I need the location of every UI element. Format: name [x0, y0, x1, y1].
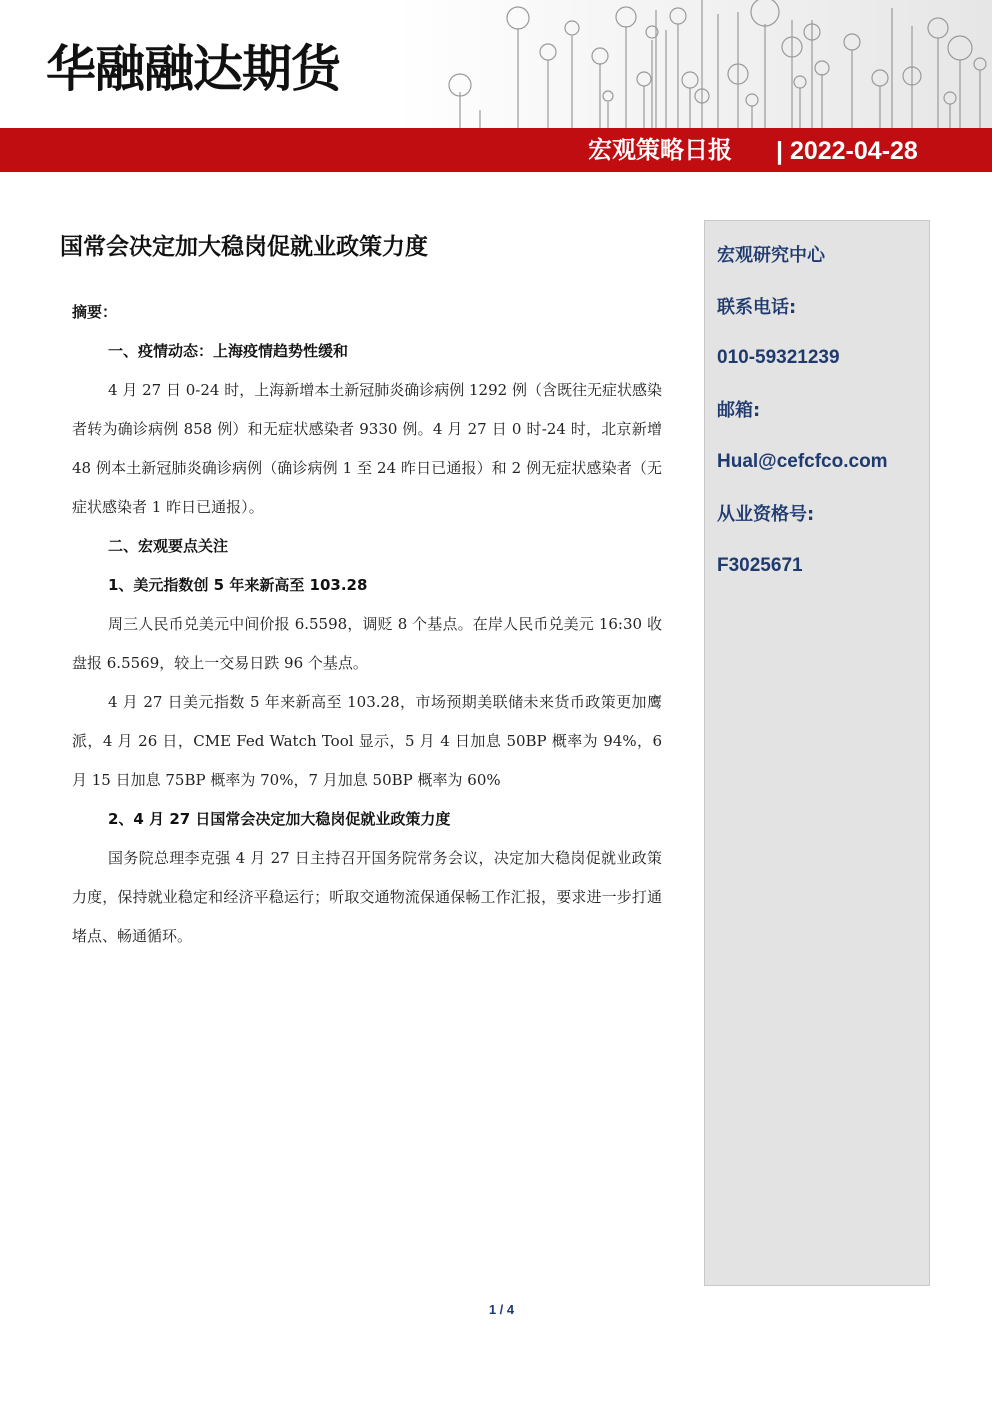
subsection-heading: 2、4 月 27 日国常会决定加大稳岗促就业政策力度	[108, 810, 451, 828]
section-heading: 二、宏观要点关注	[108, 537, 229, 555]
email-address[interactable]: Hual@cefcfco.com	[717, 451, 888, 472]
phone-number: 010-59321239	[717, 347, 840, 368]
body-paragraph: 周三人民币兑美元中间价报 6.5598，调贬 8 个基点。在岸人民币兑美元 16:30 收盘报 6.5569，较上一交易日跌 96 个基点。	[72, 615, 662, 672]
article-title: 国常会决定加大稳岗促就业政策力度	[60, 234, 428, 260]
body-paragraph: 4 月 27 日 0-24 时，上海新增本土新冠肺炎确诊病例 1292 例（含既往无症状感染者转为确诊病例 858 例）和无症状感染者 9330 例。4 月 27 日 0 时-24 时，北京新增 48 例本土新冠肺炎确诊病例（确诊病例 1 至 24 昨日已通报）和 2 例无症状感染者（无症状感染者 1 昨日已通报）。	[72, 381, 662, 516]
section-heading: 一、疫情动态：上海疫情趋势性缓和	[108, 342, 349, 360]
license-number: F3025671	[717, 555, 803, 576]
header-decoration	[420, 0, 992, 128]
summary-label: 摘要：	[72, 303, 118, 321]
page-number: 1 / 4	[488, 1302, 515, 1317]
phone-label: 联系电话:	[717, 297, 797, 318]
license-label: 从业资格号:	[717, 504, 815, 525]
email-label: 邮箱:	[717, 400, 761, 421]
body-paragraph: 4 月 27 日美元指数 5 年来新高至 103.28，市场预期美联储未来货币政策更加鹰派，4 月 26 日，CME Fed Watch Tool 显示，5 月 4 日加息 50BP 概率为 94%，6 月 15 日加息 75BP 概率为 70%，7 月加息 50BP 概率为 60%	[72, 693, 662, 789]
report-type: 宏观策略日报	[588, 137, 732, 164]
body-paragraph: 国务院总理李克强 4 月 27 日主持召开国务院常务会议，决定加大稳岗促就业政策力度，保持就业稳定和经济平稳运行；听取交通物流保通保畅工作汇报，要求进一步打通堵点、畅通循环。	[72, 849, 662, 945]
contact-sidebar	[704, 220, 930, 1286]
report-date: | 2022-04-28	[776, 137, 918, 165]
brand-logo-text: 华融融达期货	[46, 39, 340, 98]
article-body	[72, 293, 662, 956]
subsection-heading: 1、美元指数创 5 年来新高至 103.28	[108, 576, 368, 594]
research-center-label: 宏观研究中心	[717, 245, 825, 266]
